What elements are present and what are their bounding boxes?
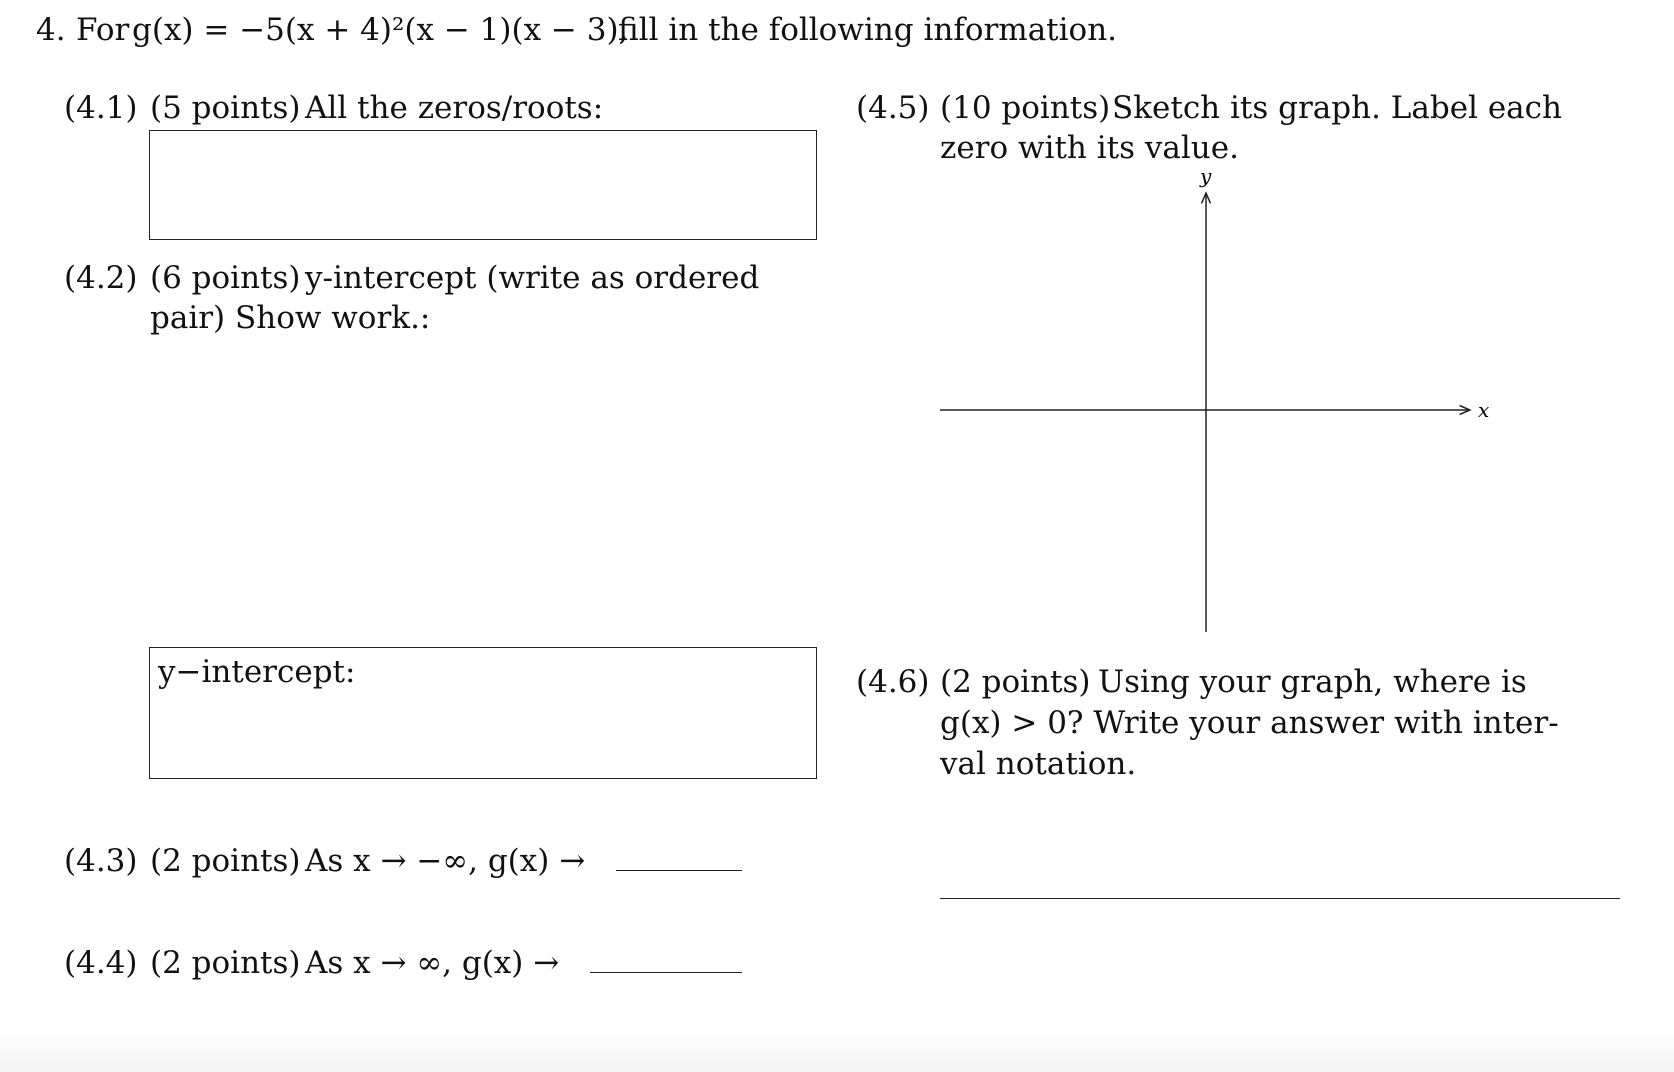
sketch-axes[interactable] [930,165,1510,645]
part-4-6-points: (2 points) [940,664,1091,700]
part-4-6-label: (4.6) [856,664,930,700]
part-4-6-prompt-line3: val notation. [940,746,1137,782]
part-4-5-prompt-line2: zero with its value. [940,130,1239,166]
y-intercept-box-label: y−intercept: [158,654,356,690]
page-bottom-shade [0,1030,1674,1072]
part-4-2-label: (4.2) [64,260,138,296]
y-axis-label: y [1200,165,1212,188]
interval-answer-blank[interactable] [940,898,1620,899]
x-axis-label: x [1478,398,1490,422]
part-4-4-prompt: As x → ∞, g(x) → [305,945,560,981]
part-4-2-points: (6 points) [150,260,301,296]
part-4-6-prompt-line1: Using your graph, where is [1098,664,1527,700]
part-4-3-prompt: As x → −∞, g(x) → [305,843,586,879]
part-4-1-label: (4.1) [64,90,138,126]
function-expression: g(x) = −5(x + 4)²(x − 1)(x − 3), [132,12,629,48]
part-4-5-prompt-line1: Sketch its graph. Label each [1112,90,1562,126]
part-4-4-points: (2 points) [150,945,301,981]
part-4-2-prompt-line2: pair) Show work.: [150,300,431,336]
part-4-5-label: (4.5) [856,90,930,126]
problem-number: 4. [36,12,66,48]
part-4-1-points: (5 points) [150,90,301,126]
part-4-1-prompt: All the zeros/roots: [305,90,604,126]
part-4-4-label: (4.4) [64,945,138,981]
part-4-3-label: (4.3) [64,843,138,879]
part-4-2-prompt-line1: y-intercept (write as ordered [305,260,760,296]
part-4-5-points: (10 points) [940,90,1111,126]
end-behavior-pos-blank[interactable] [590,972,742,973]
problem-instructions: fill in the following information. [618,12,1118,48]
end-behavior-neg-blank[interactable] [616,870,742,871]
y-intercept-answer-box[interactable] [149,647,817,779]
part-4-3-points: (2 points) [150,843,301,879]
part-4-6-prompt-line2: g(x) > 0? Write your answer with inter- [940,705,1559,741]
zeros-answer-box[interactable] [149,130,817,240]
problem-prefix: For [76,12,130,48]
